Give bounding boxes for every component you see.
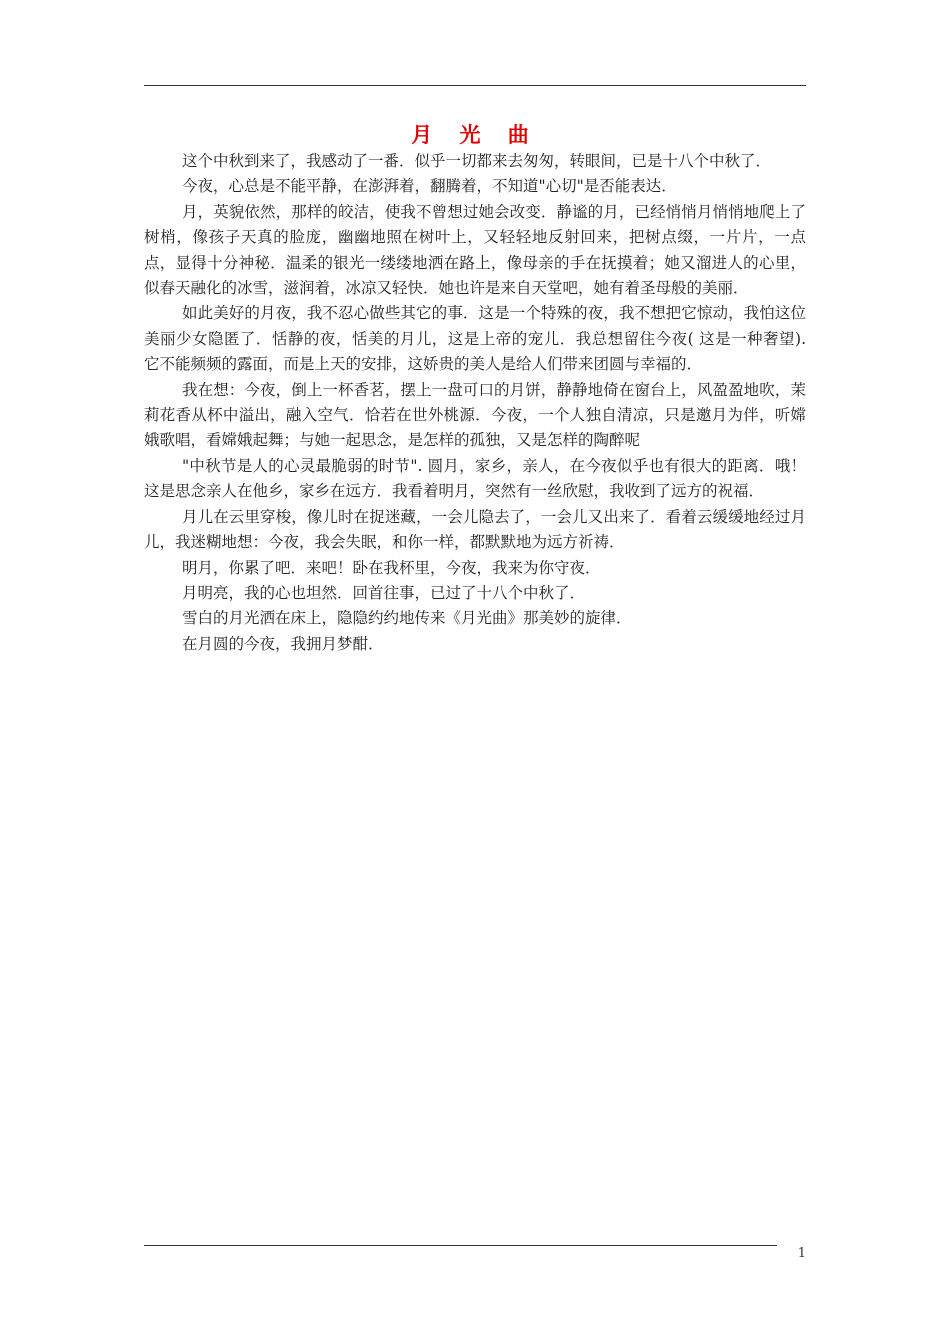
footer-rule (144, 1245, 777, 1246)
paragraph: 月明亮，我的心也坦然．回首往事，已过了十八个中秋了． (182, 583, 586, 602)
paragraph: 我在想：今夜，倒上一杯香茗，摆上一盘可口的月饼，静静地倚在窗台上，风盈盈地吹，茉莉花香从杯中溢出，融入空气．恰若在世外桃源．今夜，一个人独自清凉，只是邀月为伴，听嫦娥歌唱，看嫦娥起舞；与她一起思念，是怎样的孤独，又是怎样的陶醉呢 (144, 380, 806, 450)
paragraph: 月儿在云里穿梭，像儿时在捉迷藏，一会儿隐去了，一会儿又出来了．看着云缓缓地经过月儿，我迷糊地想：今夜，我会失眠，和你一样，都默默地为远方祈祷． (144, 507, 806, 552)
paragraph: 今夜，心总是不能平静，在澎湃着，翻腾着，不知道"心切"是否能表达． (182, 177, 677, 196)
header-rule (144, 85, 806, 86)
paragraph: 这个中秋到来了，我感动了一番．似乎一切都来去匆匆，转眼间，已是十八个中秋了． (182, 152, 772, 170)
paragraph: 如此美好的月夜，我不忍心做些其它的事．这是一个特殊的夜，我不想把它惊动，我怕这位美丽少女隐匿了．恬静的夜，恬美的月儿，这是上帝的宠儿．我总想留住今夜( 这是一种奢望). 它不能频频的露面，而是上天的安排，这娇贵的美人是给人们带来团圆与幸福的． (144, 304, 806, 374)
page-number: 1 (797, 1246, 806, 1261)
paragraph: 明月，你累了吧．来吧！卧在我杯里，今夜，我来为你守夜． (182, 558, 601, 577)
document-body (144, 149, 806, 657)
paragraph: 在月圆的今夜，我拥月梦酣． (182, 634, 384, 653)
paragraph: 雪白的月光洒在床上，隐隐约约地传来《月光曲》那美妙的旋律． (182, 609, 632, 628)
document-title: 月 光 曲 (411, 122, 539, 147)
paragraph: 月，英貌依然，那样的皎洁，使我不曾想过她会改变．静谧的月，已经悄悄月悄悄地爬上了树梢，像孩子天真的脸庞，幽幽地照在树叶上，又轻轻地反射回来，把树点缀，一片片，一点点，显得十分神秘．温柔的银光一缕缕地洒在路上，像母亲的手在抚摸着；她又溜进人的心里，似春天融化的冰雪，滋润着，冰凉又轻快．她也许是来自天堂吧，她有着圣母般的美丽． (144, 202, 806, 298)
paragraph: "中秋节是人的心灵最脆弱的时节". 圆月，家乡，亲人，在今夜似乎也有很大的距离．哦！这是思念亲人在他乡，家乡在远方．我看着明月，突然有一丝欣慰，我收到了远方的祝福． (144, 456, 806, 501)
